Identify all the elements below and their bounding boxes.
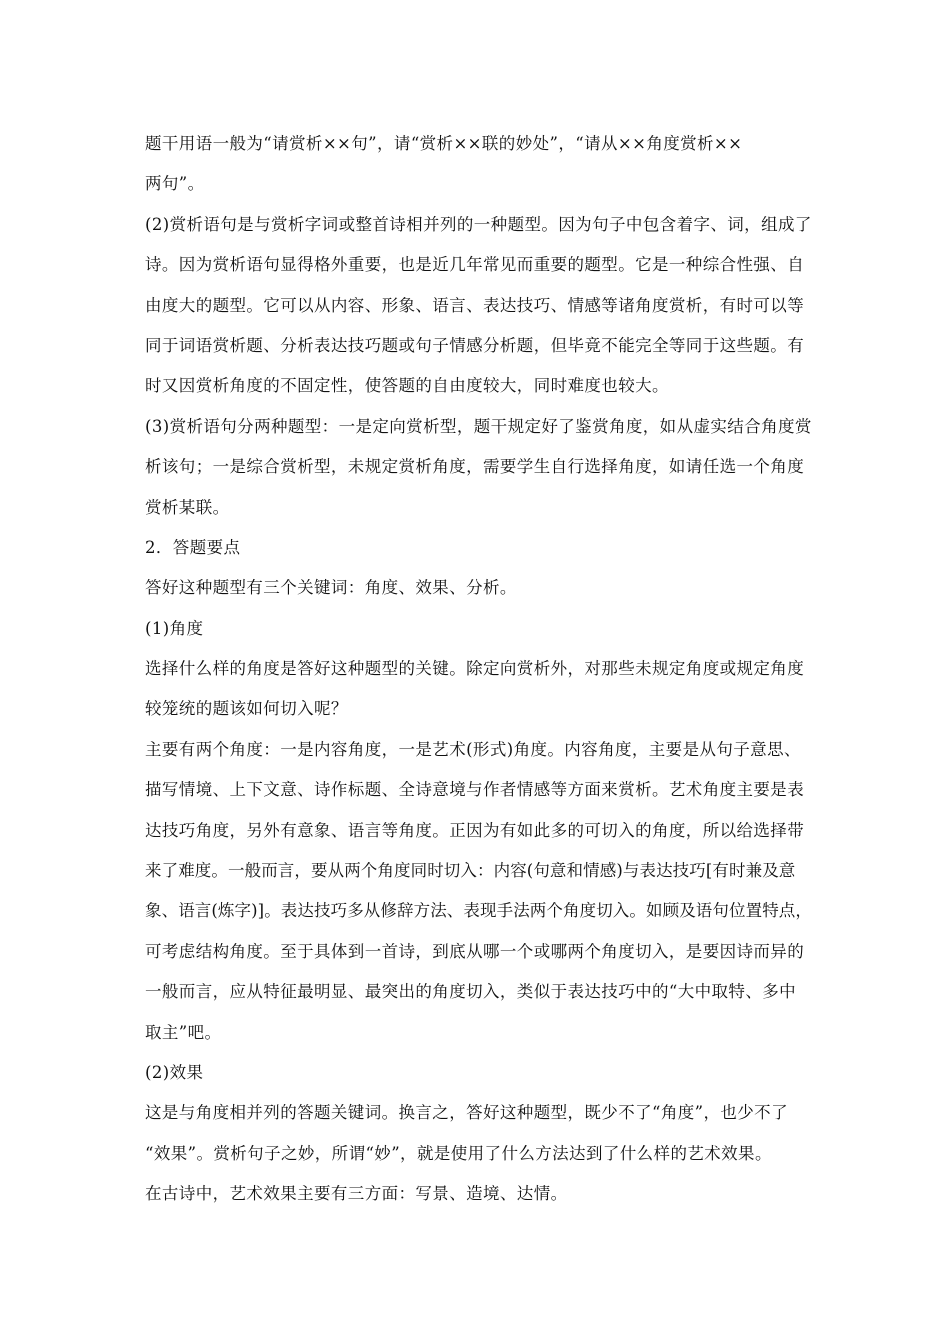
text-line: 来了难度。一般而言，要从两个角度同时切入：内容(句意和情感)与表达技巧[有时兼及意 xyxy=(145,861,796,881)
text-line: 象、语言(炼字)]。表达技巧多从修辞方法、表现手法两个角度切入。如顾及语句位置特点， xyxy=(145,901,813,921)
text-line: 描写情境、上下文意、诗作标题、全诗意境与作者情感等方面来赏析。艺术角度主要是表 xyxy=(145,780,805,800)
subsection-heading: (1)角度 xyxy=(145,618,204,638)
text-line: 两句”。 xyxy=(145,174,205,194)
text-line: 时又因赏析角度的不固定性，使答题的自由度较大，同时难度也较大。 xyxy=(145,376,669,396)
text-line: 同于词语赏析题、分析表达技巧题或句子情感分析题，但毕竟不能完全等同于这些题。有 xyxy=(145,335,805,355)
text-line: 可考虑结构角度。至于具体到一首诗，到底从哪一个或哪两个角度切入，是要因诗而异的 xyxy=(145,941,805,961)
subsection-heading: (2)效果 xyxy=(145,1062,204,1082)
text-line: 这是与角度相并列的答题关键词。换言之，答好这种题型，既少不了“角度”，也少不了 xyxy=(145,1103,788,1123)
text-line: 较笼统的题该如何切入呢？ xyxy=(145,699,348,719)
text-line: 取主”吧。 xyxy=(145,1022,222,1042)
text-line: (2)赏析语句是与赏析字词或整首诗相并列的一种题型。因为句子中包含着字、词，组成了 xyxy=(145,214,812,234)
text-line: 题干用语一般为“请赏析××句”，请“赏析××联的妙处”，“请从××角度赏析×× xyxy=(145,134,743,153)
text-line: 主要有两个角度：一是内容角度，一是艺术(形式)角度。内容角度，主要是从句子意思、 xyxy=(145,739,801,759)
text-line: 选择什么样的角度是答好这种题型的关键。除定向赏析外，对那些未规定角度或规定角度 xyxy=(145,659,805,679)
text-line: 在古诗中，艺术效果主要有三方面：写景、造境、达情。 xyxy=(145,1184,568,1204)
text-line: 赏析某联。 xyxy=(145,497,230,517)
section-heading: 2．答题要点 xyxy=(145,537,241,557)
text-line: 一般而言，应从特征最明显、最突出的角度切入，类似于表达技巧中的“大中取特、多中 xyxy=(145,982,797,1002)
text-line: 诗。因为赏析语句显得格外重要，也是近几年常见而重要的题型。它是一种综合性强、自 xyxy=(145,255,805,275)
text-line: 由度大的题型。它可以从内容、形象、语言、表达技巧、情感等诸角度赏析，有时可以等 xyxy=(145,295,805,315)
text-line: 析该句；一是综合赏析型，未规定赏析角度，需要学生自行选择角度，如请任选一个角度 xyxy=(145,457,805,477)
text-line: (3)赏析语句分两种题型：一是定向赏析型，题干规定好了鉴赏角度，如从虚实结合角度赏 xyxy=(145,416,812,436)
text-line: “效果”。赏析句子之妙，所谓“妙”，就是使用了什么方法达到了什么样的艺术效果。 xyxy=(145,1143,772,1163)
document-body xyxy=(145,124,813,1215)
text-line: 答好这种题型有三个关键词：角度、效果、分析。 xyxy=(145,578,517,598)
text-line: 达技巧角度，另外有意象、语言等角度。正因为有如此多的可切入的角度，所以给选择带 xyxy=(145,820,805,840)
